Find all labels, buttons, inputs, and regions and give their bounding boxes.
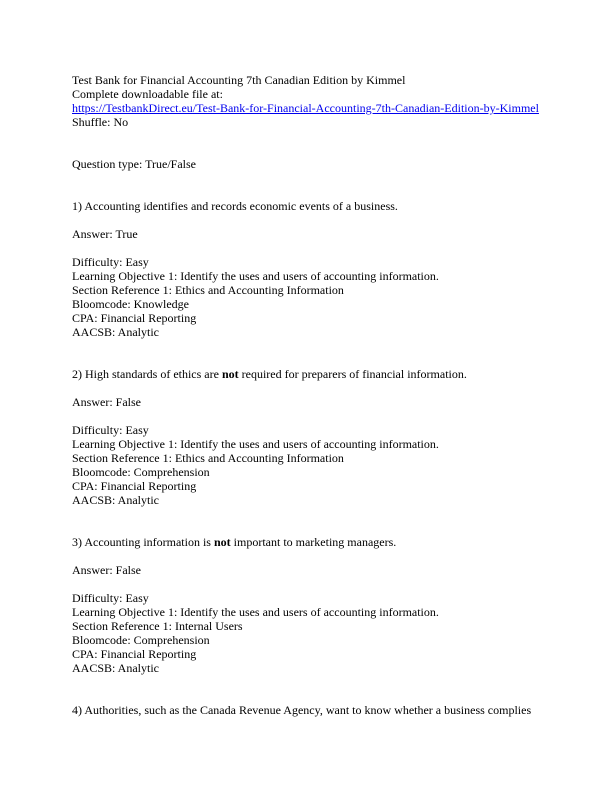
- question-difficulty: Difficulty: Easy: [72, 423, 149, 437]
- question-cpa: CPA: Financial Reporting: [72, 479, 197, 493]
- question-text: [72, 367, 592, 381]
- spacer: [72, 409, 592, 423]
- spacer: [72, 549, 592, 563]
- spacer: [72, 339, 592, 367]
- spacer: [72, 675, 592, 703]
- spacer: [72, 129, 592, 157]
- download-label: Complete downloadable file at:: [72, 87, 223, 101]
- question-section-reference: Section Reference 1: Ethics and Accounting Information: [72, 451, 344, 465]
- download-link[interactable]: https://TestbankDirect.eu/Test-Bank-for-Financial-Accounting-7th-Canadian-Edition-by-Kimmel: [72, 101, 539, 115]
- question-text-emphasis: not: [213, 535, 231, 549]
- question-cpa: CPA: Financial Reporting: [72, 311, 197, 325]
- question-difficulty: Difficulty: Easy: [72, 591, 149, 605]
- question-text: [72, 535, 592, 549]
- question-aacsb: AACSB: Analytic: [72, 325, 160, 339]
- question-text: [72, 703, 592, 717]
- question-bloomcode: Bloomcode: Knowledge: [72, 297, 189, 311]
- question-bloomcode: Bloomcode: Comprehension: [72, 465, 210, 479]
- spacer: [72, 577, 592, 591]
- question-difficulty: Difficulty: Easy: [72, 255, 149, 269]
- question-text-part: required for preparers of financial information.: [238, 367, 467, 381]
- question-text-part: 1) Accounting identifies and records economic events of a business.: [72, 199, 398, 213]
- question-learning-objective: Learning Objective 1: Identify the uses and users of accounting information.: [72, 269, 439, 283]
- question-answer: Answer: False: [72, 563, 141, 577]
- spacer: [72, 507, 592, 535]
- question-bloomcode: Bloomcode: Comprehension: [72, 633, 210, 647]
- question-type: Question type: True/False: [72, 157, 197, 171]
- question-aacsb: AACSB: Analytic: [72, 493, 160, 507]
- question-text-part: 2) High standards of ethics are: [72, 367, 222, 381]
- question-aacsb: AACSB: Analytic: [72, 661, 160, 675]
- question-block: [72, 199, 592, 339]
- document-body: [72, 73, 592, 717]
- question-block: [72, 367, 592, 507]
- question-answer: Answer: True: [72, 227, 138, 241]
- spacer: [72, 381, 592, 395]
- question-learning-objective: Learning Objective 1: Identify the uses and users of accounting information.: [72, 437, 439, 451]
- question-text-part: important to marketing managers.: [230, 535, 397, 549]
- spacer: [72, 213, 592, 227]
- spacer: [72, 241, 592, 255]
- question-cpa: CPA: Financial Reporting: [72, 647, 197, 661]
- question-answer: Answer: False: [72, 395, 141, 409]
- question-text-emphasis: not: [221, 367, 239, 381]
- spacer: [72, 171, 592, 199]
- question-text: [72, 199, 592, 213]
- shuffle-setting: Shuffle: No: [72, 115, 129, 129]
- question-text-part: 3) Accounting information is: [72, 535, 214, 549]
- question-text-part: 4) Authorities, such as the Canada Revenue Agency, want to know whether a business complies: [72, 703, 532, 717]
- question-block: [72, 535, 592, 675]
- question-section-reference: Section Reference 1: Internal Users: [72, 619, 243, 633]
- question-section-reference: Section Reference 1: Ethics and Accounting Information: [72, 283, 344, 297]
- question-learning-objective: Learning Objective 1: Identify the uses and users of accounting information.: [72, 605, 439, 619]
- question-block: [72, 703, 592, 717]
- document-title: Test Bank for Financial Accounting 7th Canadian Edition by Kimmel: [72, 73, 406, 87]
